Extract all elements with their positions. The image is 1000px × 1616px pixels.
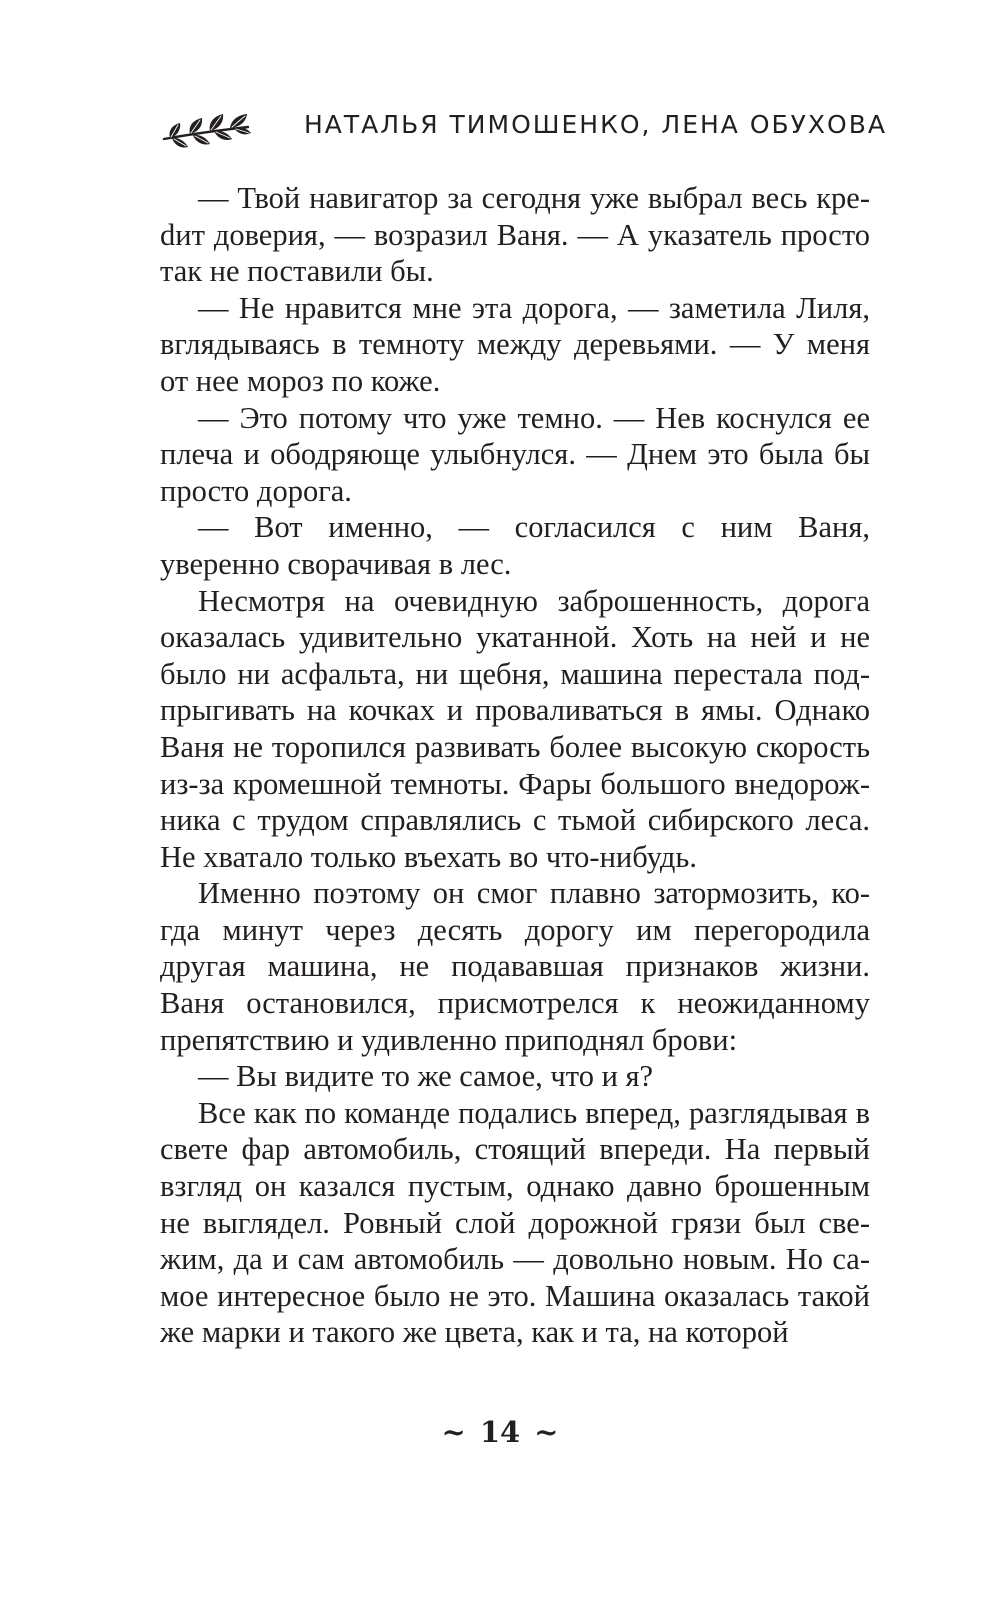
paragraph: — Вот именно, — согласился с ним Ваня, уверенно сворачивая в лес. (160, 510, 870, 581)
folio-tilde-right: ~ (534, 1415, 559, 1449)
paragraph: — Вы видите то же самое, что и я? (198, 1059, 654, 1094)
page-number-value: 14 (479, 1415, 521, 1449)
page-number (0, 1412, 1000, 1452)
paragraph: — Не нравится мне эта дорога, — заметила Лиля, вглядываясь в темноту между деревьями. — У меня от нее мороз по коже. (160, 290, 870, 398)
paragraph: Все как по команде подались вперед, разглядывая в свете фар автомобиль, стоящий впереди. На первый взгляд он казался пустым, однако давно брошенным не выглядел. Ровный слой дорожной грязи был свежим, да и сам автомобиль — довольно новым. Но самое интересное было не это. Машина оказалась такой же марки и такого же цвета, как и та, на которой (160, 1095, 870, 1350)
paragraph: Именно поэтому он смог плавно затормозить, когда минут через десять дорогу им перегородила другая машина, не подававшая признаков жизни. Ваня остановился, присмотрелся к неожиданному препятствию и удивленно приподнял брови: (160, 876, 870, 1057)
folio-tilde-left: ~ (441, 1415, 466, 1449)
leaf-branch-icon (160, 100, 252, 160)
page-header (160, 100, 887, 160)
running-head: НАТАЛЬЯ ТИМОШЕНКО, ЛЕНА ОБУХОВА (304, 110, 887, 139)
paragraph: — Это потому что уже темно. — Нев коснулся ее плеча и ободряюще улыбнулся. — Днем это была бы просто дорога. (160, 400, 870, 508)
paragraph: — Твой навигатор за сегодня уже выбрал весь креdит доверия, — возразил Ваня. — А указатель просто так не поставили бы. (160, 181, 870, 289)
paragraph: Несмотря на очевидную заброшенность, дорога оказалась удивительно укатанной. Хоть на ней и не было ни асфальта, ни щебня, машина перестала подпрыгивать на кочках и проваливаться в ямы. Однако Ваня не торопился развивать более высокую скорость из-за кромешной темноты. Фары большого внедорожника с трудом справлялись с тьмой сибирского леса. Не хватало только въехать во что-нибудь. (160, 583, 870, 874)
page-body (160, 180, 870, 1395)
